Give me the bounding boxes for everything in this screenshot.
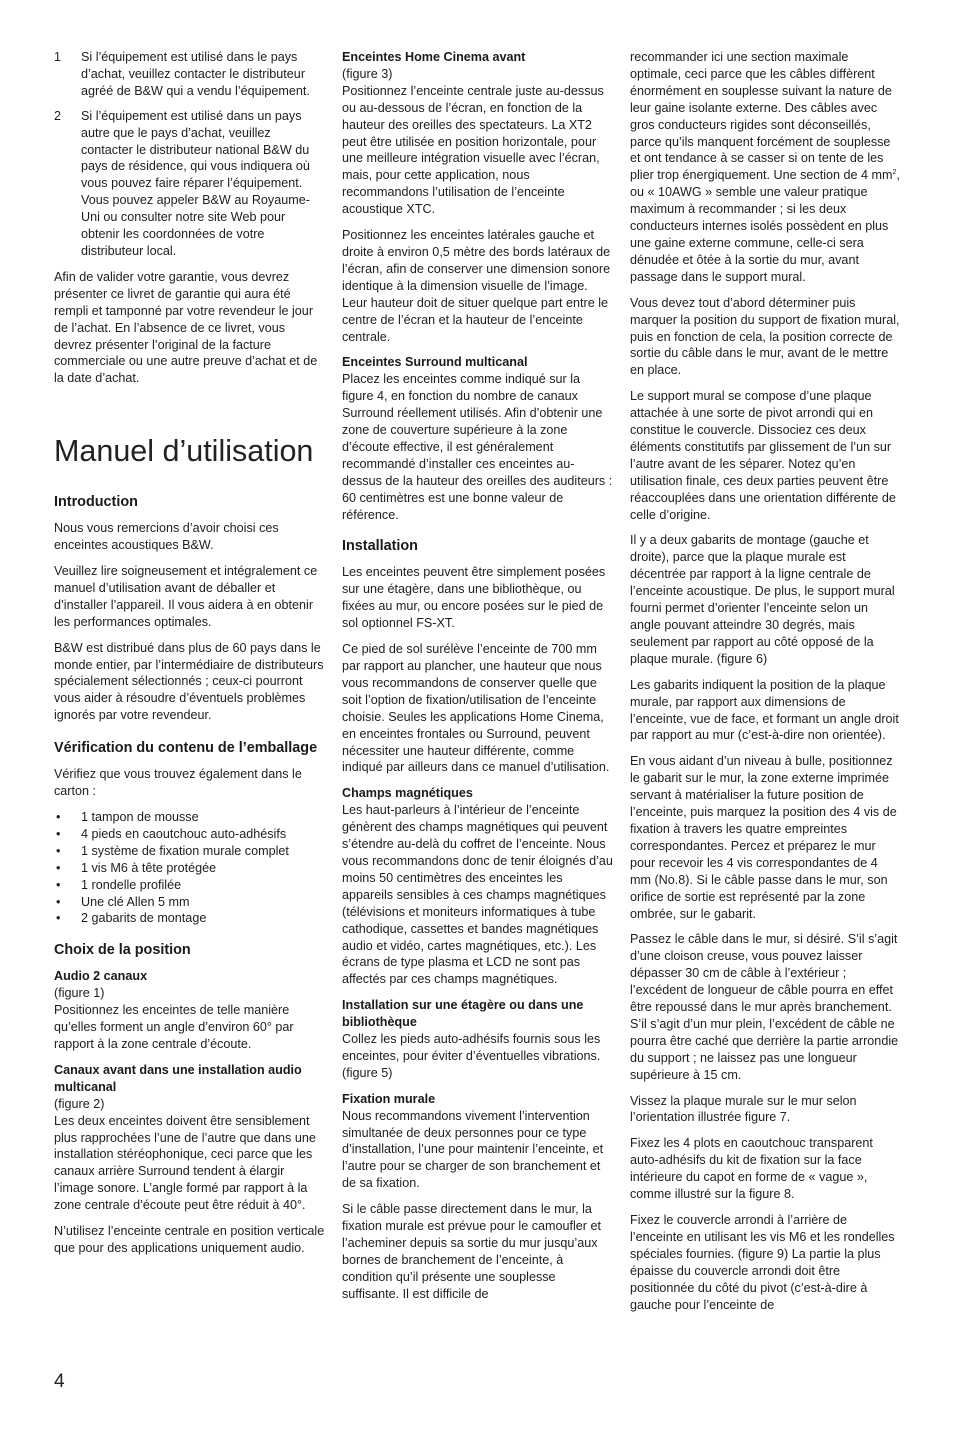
warranty-steps-list <box>54 49 326 260</box>
list-item-text: 1 vis M6 à tête protégée <box>81 860 217 875</box>
list-item <box>54 877 326 894</box>
list-item <box>54 894 326 911</box>
subheading-home-cinema: Enceintes Home Cinema avant <box>342 50 526 64</box>
list-item-text: Si l’équipement est utilisé dans un pays autre que le pays d’achat, veuillez contacter le distributeur national B&W du pays de résidence, qui vous indiquera où vous pouvez faire réparer l’équipement. Vous pouvez appeler B&W au Royaume-Uni ou consulter notre site Web pour obtenir les coordonnées de votre distributeur local. <box>81 108 310 258</box>
body-paragraph: Passez le câble dans le mur, si désiré. S’il s’agit d’une cloison creuse, vous pouvez laisser dépasser 30 cm de câble à l’extérieur ; l’excédent de longueur de câble pourra en effet être repoussé dans le mur après branchement. S’il s’agit d’un mur plein, l’excédent de câble ne pourra être caché que derrière la partie arrondie du support ; ne laissez pas une longueur supérieure à 15 cm. <box>630 932 899 1082</box>
body-paragraph: Ce pied de sol surélève l’enceinte de 700 mm par rapport au plancher, une hauteur que nous vous recommandons de conserver quelle que soit l’option de fixation/utilisation de l’enceinte choisie. Seules les applications Home Cinema, en enceintes frontales ou Surround, peuvent nécessiter une hauteur différente, comme indiqué par ailleurs dans ce manuel d’utilisation. <box>342 642 610 775</box>
list-item-number: 1 <box>54 50 62 64</box>
body-paragraph: Vissez la plaque murale sur le mur selon l’orientation illustrée figure 7. <box>630 1093 857 1125</box>
column-right <box>630 49 900 1322</box>
body-paragraph: En vous aidant d’un niveau à bulle, positionnez le gabarit sur le mur, la zone externe imprimée servant à matérialiser la future position de l’enceinte, puis marquez la position des 4 vis de fixation à travers les quatre empreintes correspondantes. Percez et préparez le mur pour recevoir les 4 vis correspondantes de 4 mm (No.8). Si le câble passe dans le mur, son orifice de sortie est représenté par la zone ombrée, sur le gabarit. <box>630 754 897 921</box>
text-run: , ou « 10AWG » semble une valeur pratique maximum à recommander ; si les deux conducteurs internes isolés possèdent en plus une gaine externe commune, celle-ci sera dénudée et ôtée à la sortie du mur, avant passage dans le support mural. <box>630 168 900 284</box>
subheading-audio-2-channels: Audio 2 canaux <box>54 969 148 984</box>
list-item-text: 1 système de fixation murale complet <box>81 843 289 858</box>
list-item-number: 2 <box>54 108 62 123</box>
list-item <box>54 108 326 260</box>
list-item-text: 2 gabarits de montage <box>81 911 207 926</box>
list-item-text: 4 pieds en caoutchouc auto-adhésifs <box>81 826 287 841</box>
bullet-icon: • <box>56 826 61 841</box>
body-paragraph: Le support mural se compose d’une plaque attachée à une sorte de pivot arrondi qui en constitue le couvercle. Dissociez ces deux éléments constitutifs par glissement de l’un sur l’autre avant de les séparer. Notez qu’en utilisation finale, ces deux parties peuvent être réaccouplées dans une orientation différente de celle d’origine. <box>630 389 896 522</box>
section-heading-installation: Installation <box>342 538 418 555</box>
body-paragraph: Il y a deux gabarits de montage (gauche et droite), parce que la plaque murale est décentrée par rapport à la ligne centrale de l’enceinte acoustique. De plus, le support mural fourni permet d’orienter l’enceinte selon un angle pouvant atteindre 30 degrés, mais seulement par rapport au côté opposé de la plaque murale. (figure 6) <box>630 533 895 666</box>
column-left <box>54 49 326 1266</box>
package-contents-list <box>54 809 326 927</box>
warranty-paragraph: Afin de valider votre garantie, vous devrez présenter ce livret de garantie qui aura été rempli et tamponné par votre revendeur le jour de l’achat. En l’absence de ce livret, vous devrez présenter l’original de la facture commerciale ou une autre preuve d’achat et de la date d’achat. <box>54 269 318 386</box>
list-item-text: 1 rondelle profilée <box>81 877 182 892</box>
bullet-icon: • <box>56 860 61 875</box>
body-paragraph: Les gabarits indiquent la position de la plaque murale, par rapport aux dimensions de l’enceinte, vue de face, et formant un angle droit par rapport au mur (c’est-à-dire non orientée). <box>630 677 899 743</box>
bullet-icon: • <box>56 877 61 892</box>
body-paragraph <box>630 49 900 286</box>
list-item <box>54 860 326 877</box>
subheading-shelf-installation: Installation sur une étagère ou dans une bibliothèque <box>342 998 584 1030</box>
list-item <box>54 910 326 927</box>
section-heading-verification: Vérification du contenu de l’emballage <box>54 740 318 757</box>
body-paragraph: Positionnez les enceintes de telle manière qu’elles forment un angle d’environ 60° par rapport à la zone centrale d’écoute. <box>54 1003 294 1051</box>
body-paragraph: Fixez le couvercle arrondi à l’arrière de l’enceinte en utilisant les vis M6 et les rondelles spéciales fournies. (figure 9) La partie la plus épaisse du couvercle arrondi doit être positionnée du côté du pivot (c’est-à-dire à gauche pour l’enceinte de <box>630 1213 895 1312</box>
body-paragraph: Vous devez tout d’abord déterminer puis marquer la position du support de fixation mural, puis en fonction de cela, la position correcte de sortie du câble dans le mur, avant de le mettre en place. <box>630 295 900 378</box>
bullet-icon: • <box>56 894 61 909</box>
column-middle <box>342 49 614 1312</box>
section-heading-position: Choix de la position <box>54 942 191 959</box>
body-paragraph: Positionnez les enceintes latérales gauche et droite à environ 0,5 mètre des bords latéraux de l’écran, afin de conserver une dimension sonore identique à la dimension visuelle de l’image. Leur hauteur doit de situer quelque part entre le centre de l’écran et la hauteur de l’enceinte centrale. <box>342 228 611 344</box>
section-heading-introduction: Introduction <box>54 494 138 511</box>
list-item-text: Une clé Allen 5 mm <box>81 894 190 909</box>
bullet-icon: • <box>56 843 61 858</box>
figure-reference: (figure 3) <box>342 66 393 81</box>
body-paragraph: Les enceintes peuvent être simplement posées sur une étagère, dans une bibliothèque, ou fixées au mur, ou encore posées sur le pied de sol optionnel FS-XT. <box>342 565 606 631</box>
figure-reference: (figure 2) <box>54 1096 105 1111</box>
subheading-surround: Enceintes Surround multicanal <box>342 355 528 370</box>
body-paragraph: Fixez les 4 plots en caoutchouc transparent auto-adhésifs du kit de fixation sur la face intérieure du capot en forme de « vague », comme illustré sur la figure 8. <box>630 1136 873 1202</box>
body-paragraph: Si le câble passe directement dans le mur, la fixation murale est prévue pour le camoufler et l’acheminer depuis sa sortie du mur jusqu’aux bornes de branchement de l’enceinte, à condition qu’il présente une souplesse suffisante. Il est difficile de <box>342 1202 602 1301</box>
intro-paragraph: Veuillez lire soigneusement et intégralement ce manuel d’utilisation avant de déballer et d’installer l’appareil. Il vous aidera à en obtenir les performances optimales. <box>54 564 318 629</box>
subheading-magnetic-fields: Champs magnétiques <box>342 786 473 801</box>
list-item <box>54 809 326 826</box>
figure-reference: (figure 1) <box>54 986 105 1001</box>
subheading-wall-mounting: Fixation murale <box>342 1091 436 1106</box>
list-item-text: Si l’équipement est utilisé dans le pays d’achat, veuillez contacter le distributeur agréé de B&W qui a vendu l’équipement. <box>81 50 310 98</box>
body-paragraph: Positionnez l’enceinte centrale juste au-dessus ou au-dessous de l’écran, en fonction de la hauteur des oreilles des spectateurs. La XT2 peut être utilisée en position horizontale, pour une meilleure intégration visuelle avec l’écran, mais, pour cette application, nous recommandons l’utilisation de l’enceinte acoustique XTC. <box>342 83 604 217</box>
verification-intro: Vérifiez que vous trouvez également dans le carton : <box>54 767 302 799</box>
bullet-icon: • <box>56 911 61 926</box>
body-paragraph: Les deux enceintes doivent être sensiblement plus rapprochées l’une de l’autre que dans une installation stéréophonique, ceci parce que les canaux arrière Surround tendent à élargir l’image sonore. L’angle formé par rapport à la zone centrale d’écoute peut être réduit à 40°. <box>54 1113 316 1213</box>
intro-paragraph: B&W est distribué dans plus de 60 pays dans le monde entier, par l’intermédiaire de distributeurs spécialement sélectionnés ; ceux-ci pourront vous aider à résoudre d’éventuels problèmes ignorés par votre revendeur. <box>54 640 324 723</box>
body-paragraph: N’utilisez l’enceinte centrale en position verticale que pour des applications uniquement audio. <box>54 1224 325 1255</box>
bullet-icon: • <box>56 810 61 824</box>
body-paragraph: Nous recommandons vivement l’intervention simultanée de deux personnes pour ce type d’installation, l’une pour maintenir l’enceinte, et l’autre pour se charger de son branchement et de sa fixation. <box>342 1108 604 1191</box>
manual-title: Manuel d’utilisation <box>54 434 314 469</box>
page-number: 4 <box>54 1371 65 1392</box>
list-item <box>54 826 326 843</box>
list-item <box>54 843 326 860</box>
list-item-text: 1 tampon de mousse <box>81 810 199 824</box>
list-item <box>54 49 326 100</box>
superscript: 2 <box>892 169 897 177</box>
body-paragraph: Placez les enceintes comme indiqué sur la figure 4, en fonction du nombre de canaux Surround réellement utilisés. Afin d’obtenir une zone de couverture supérieure à la zone d’écoute effective, il est généralement recommandé d’installer ces enceintes au-dessus de la hauteur des oreilles des auditeurs : 60 centimètres est une bonne valeur de référence. <box>342 372 613 522</box>
body-paragraph: Les haut-parleurs à l’intérieur de l’enceinte génèrent des champs magnétiques qui peuvent s’étendre au-delà du coffret de l’enceinte. Nous vous recommandons donc de tenir éloignés d’au moins 50 centimètres des enceintes les appareils sensibles à ces champs magnétiques (télévisions et moniteurs informatiques à tube cathodique, cassettes et bandes magnétiques audio et vidéo, cartes magnétiques, etc.). Les écrans de type plasma et LCD ne sont pas affectés par ces champs magnétiques. <box>342 803 613 987</box>
intro-paragraph: Nous vous remercions d’avoir choisi ces enceintes acoustiques B&W. <box>54 521 279 553</box>
subheading-front-channels: Canaux avant dans une installation audio multicanal <box>54 1062 302 1094</box>
text-run: recommander ici une section maximale optimale, ceci parce que les câbles diffèrent énormément en souplesse suivant la nature de leur gaine isolante externe. Des câbles avec gros conducteurs rigides sont déconseillés, parce qu’ils manquent forcément de souplesse et ont tendance à se casser si on tente de les plier trop énergiquement. Une section de 4 mm <box>630 50 893 183</box>
body-paragraph: Collez les pieds auto-adhésifs fournis sous les enceintes, pour éviter d’éventuelles vibrations. (figure 5) <box>342 1032 601 1080</box>
